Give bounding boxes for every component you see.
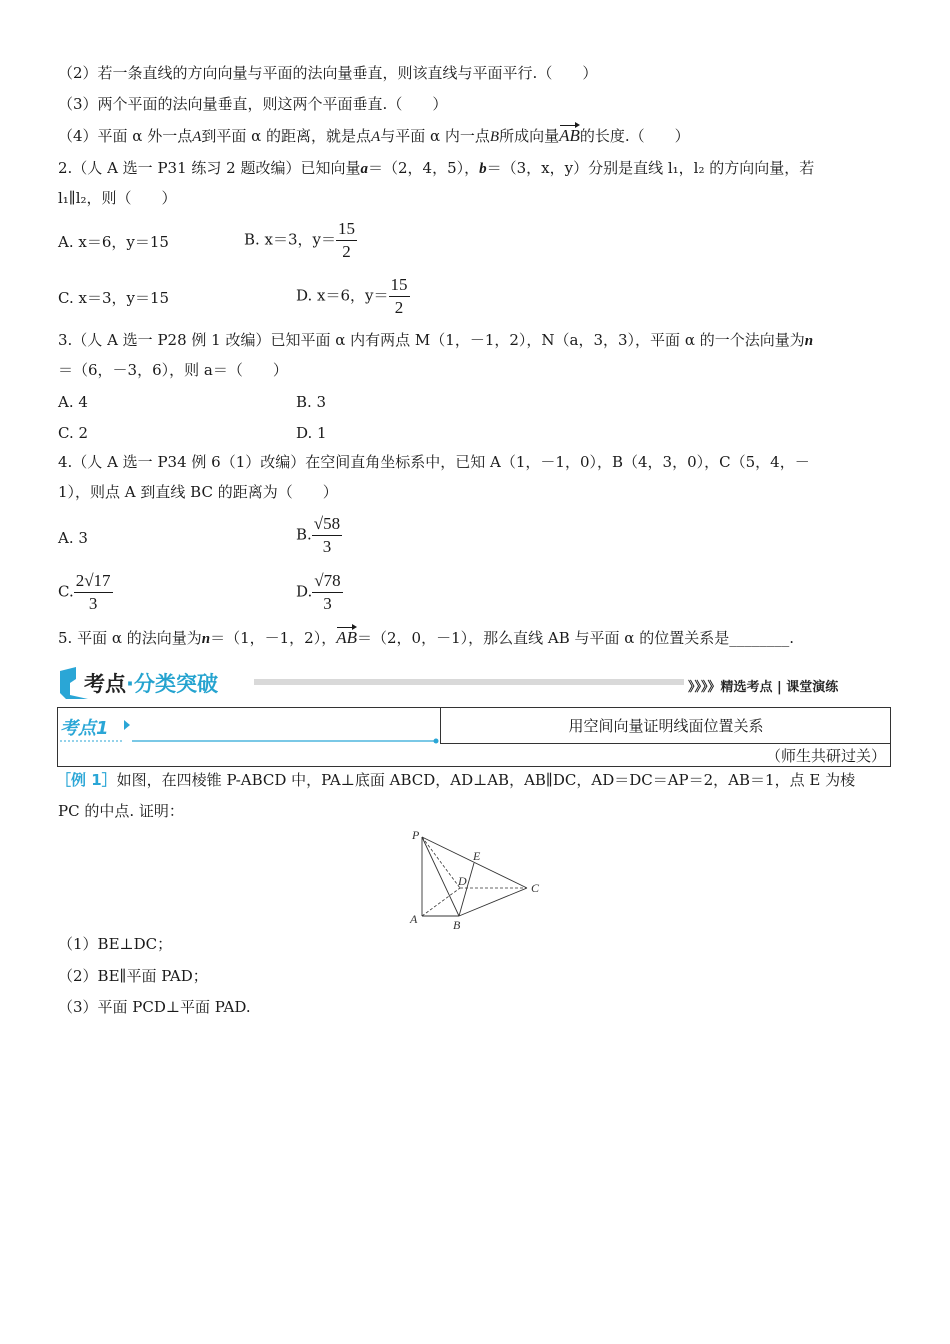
pyramid-figure — [400, 828, 550, 932]
banner-bar — [254, 679, 684, 685]
label-p: P — [412, 828, 420, 842]
q4-option-a[interactable]: A. 3 — [58, 529, 88, 547]
arrow-right-icon — [124, 720, 130, 730]
q2-option-a[interactable]: A. x＝6，y＝15 — [58, 233, 169, 251]
q3-stem-cont: ＝（6，－3，6），则 a＝（ ） — [58, 361, 288, 379]
q2-stem-cont: l₁∥l₂，则（ ） — [58, 189, 177, 207]
label-b: B — [453, 918, 461, 932]
q2-stem: 2.（人 A 选一 P31 练习 2 题改编）已知向量a＝（2，4，5），b＝（3，x，y）分别是直线 l₁，l₂ 的方向向量，若 — [58, 159, 815, 177]
kaodian-note: （师生共研过关） — [765, 747, 886, 765]
edge-pd — [422, 837, 460, 888]
q3-option-c[interactable]: C. 2 — [58, 424, 89, 442]
vector-ab: AB — [559, 126, 580, 145]
segment-be — [459, 863, 474, 916]
kaodian-title: 用空间向量证明线面位置关系 — [440, 708, 891, 744]
judge-item-4: （4）平面 α 外一点A到平面 α 的距离，就是点A与平面 α 内一点B所成向量AB的长度.（ ） — [58, 126, 690, 145]
kaodian-label: 考点1 — [60, 718, 109, 739]
banner-title: 考点·分类突破 — [84, 672, 218, 696]
label-a: A — [410, 912, 418, 926]
edge-pb — [422, 837, 459, 916]
q4-option-c[interactable]: C. $\frac{2√17}{3}$ — [58, 571, 111, 613]
vector-ab: AB — [336, 628, 358, 647]
kaodian-underline — [60, 716, 440, 744]
q3-option-a[interactable]: A. 4 — [58, 393, 88, 411]
judge-item-3: （3）两个平面的法向量垂直，则这两个平面垂直.（ ） — [58, 95, 448, 113]
label-e: E — [473, 849, 481, 863]
example-1-stem: ［例 1］如图，在四棱锥 P-ABCD 中，PA⊥底面 ABCD，AD⊥AB，AB∥DC，AD＝DC＝AP＝2，AB＝1，点 E 为棱 — [56, 771, 856, 789]
example-tag: ［例 1］ — [56, 771, 117, 789]
example-part-2: （2）BE∥平面 PAD； — [58, 967, 208, 985]
q3-stem: 3.（人 A 选一 P28 例 1 改编）已知平面 α 内有两点 M（1，－1，2），N（a，3，3），平面 α 的一个法向量为n — [58, 331, 814, 349]
edge-ad — [422, 888, 460, 916]
banner-subtitle: 》》》》精选考点 | 课堂演练 — [688, 680, 839, 695]
label-c: C — [531, 881, 540, 895]
q4-option-b[interactable]: B. $\frac{√58}{3}$ — [296, 514, 341, 556]
q4-option-d[interactable]: D. $\frac{√78}{3}$ — [296, 571, 341, 613]
q2-option-c[interactable]: C. x＝3，y＝15 — [58, 289, 170, 307]
example-1-stem-cont: PC 的中点. 证明： — [58, 802, 184, 820]
q3-option-b[interactable]: B. 3 — [296, 393, 327, 411]
q4-stem: 4.（人 A 选一 P34 例 6（1）改编）在空间直角坐标系中，已知 A（1，－1，0），B（4，3，0），C（5，4，－ — [58, 453, 810, 471]
q3-option-d[interactable]: D. 1 — [296, 424, 327, 442]
example-part-3: （3）平面 PCD⊥平面 PAD. — [58, 998, 251, 1016]
q4-stem-cont: 1），则点 A 到直线 BC 的距离为（ ） — [58, 483, 338, 501]
judge-item-2: （2）若一条直线的方向向量与平面的法向量垂直，则该直线与平面平行.（ ） — [58, 64, 598, 82]
q2-option-d[interactable]: D. x＝6，y＝ $\frac{15}{2}$ — [296, 275, 408, 317]
label-d: D — [458, 874, 467, 888]
edge-bc — [459, 888, 527, 916]
example-part-1: （1）BE⊥DC； — [58, 935, 173, 953]
q2-option-b[interactable]: B. x＝3，y＝ $\frac{15}{2}$ — [244, 219, 356, 261]
q5-stem: 5. 平面 α 的法向量为n＝（1，－1，2），AB＝（2，0，－1），那么直线 AB 与平面 α 的位置关系是________. — [58, 628, 794, 647]
